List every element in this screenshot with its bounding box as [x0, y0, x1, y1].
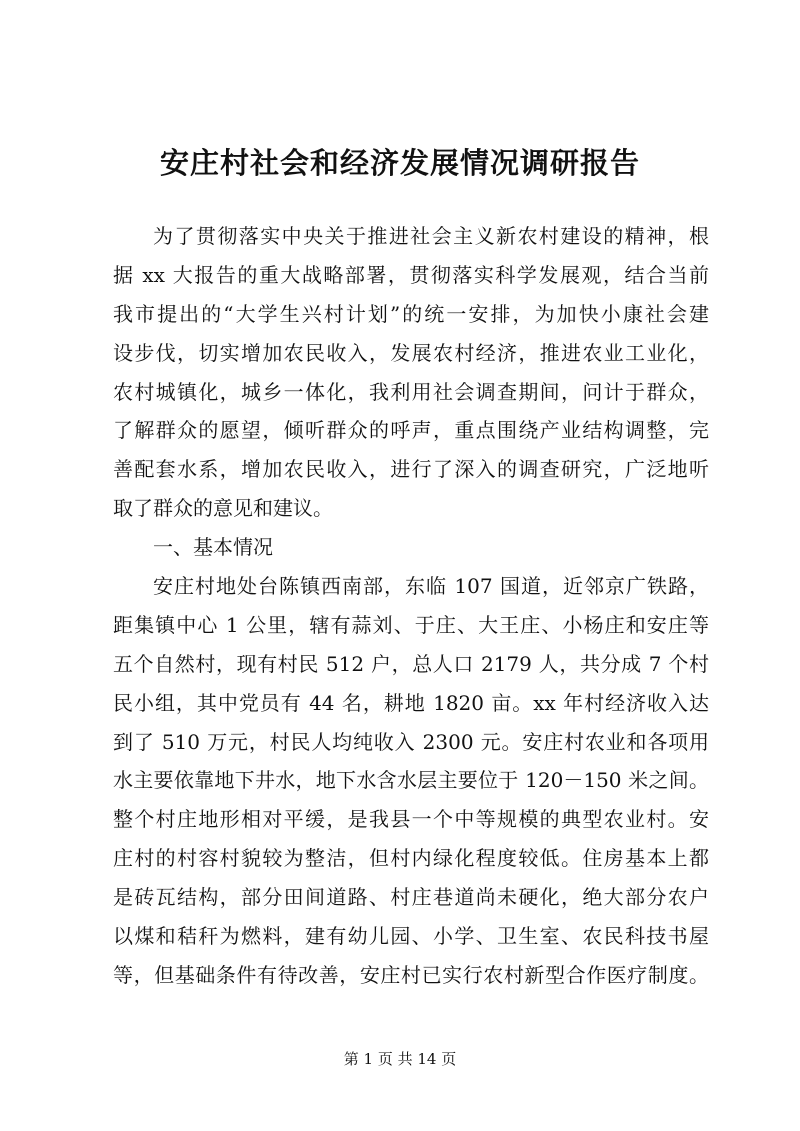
body-line: 以煤和秸秆为燃料，建有幼儿园、小学、卫生室、农民科技书屋 — [113, 924, 709, 949]
body-line: 为了贯彻落实中央关于推进社会主义新农村建设的精神，根 — [153, 224, 709, 248]
document-title: 安庄村社会和经济发展情况调研报告 — [159, 146, 640, 180]
body-line: 安庄村地处台陈镇西南部，东临 107 国道，近邻京广铁路， — [153, 574, 709, 599]
body-line: 整个村庄地形相对平缓，是我县一个中等规模的典型农业村。安 — [113, 807, 709, 832]
page-footer: 第 1 页 共 14 页 — [343, 1050, 457, 1068]
body-line: 设步伐，切实增加农民收入，发展农村经济，推进农业工业化， — [113, 340, 709, 365]
body-line: 庄村的村容村貌较为整洁，但村内绿化程度较低。住房基本上都 — [113, 846, 709, 871]
body-line: 农村城镇化，城乡一体化，我利用社会调查期间，问计于群众， — [113, 379, 709, 404]
body-line: 到了 510 万元，村民人均纯收入 2300 元。安庄村农业和各项用 — [113, 729, 709, 754]
body-line: 等，但基础条件有待改善，安庄村已实行农村新型合作医疗制度。 — [113, 962, 709, 987]
body-line: 善配套水系，增加农民收入，进行了深入的调查研究，广泛地听 — [113, 457, 709, 482]
body-line: 五个自然村，现有村民 512 户，总人口 2179 人，共分成 7 个村 — [113, 651, 709, 676]
body-line: 民小组，其中党员有 44 名，耕地 1820 亩。xx 年村经济收入达 — [113, 690, 709, 715]
body-line: 取了群众的意见和建议。 — [113, 496, 333, 521]
body-line: 距集镇中心 1 公里，辖有蒜刘、于庄、大王庄、小杨庄和安庄等 — [113, 612, 709, 637]
body-line: 是砖瓦结构，部分田间道路、村庄巷道尚未硬化，绝大部分农户 — [113, 885, 709, 910]
body-line: 水主要依靠地下井水，地下水含水层主要位于 120－150 米之间。 — [113, 768, 709, 793]
body-line: 了解群众的愿望，倾听群众的呼声，重点围绕产业结构调整，完 — [113, 418, 709, 443]
body-line: 我市提出的“大学生兴村计划”的统一安排，为加快小康社会建 — [113, 301, 709, 326]
body-line: 一、基本情况 — [153, 535, 273, 560]
body-line: 据 xx 大报告的重大战略部署，贯彻落实科学发展观，结合当前 — [113, 262, 709, 287]
document-body — [113, 217, 709, 995]
